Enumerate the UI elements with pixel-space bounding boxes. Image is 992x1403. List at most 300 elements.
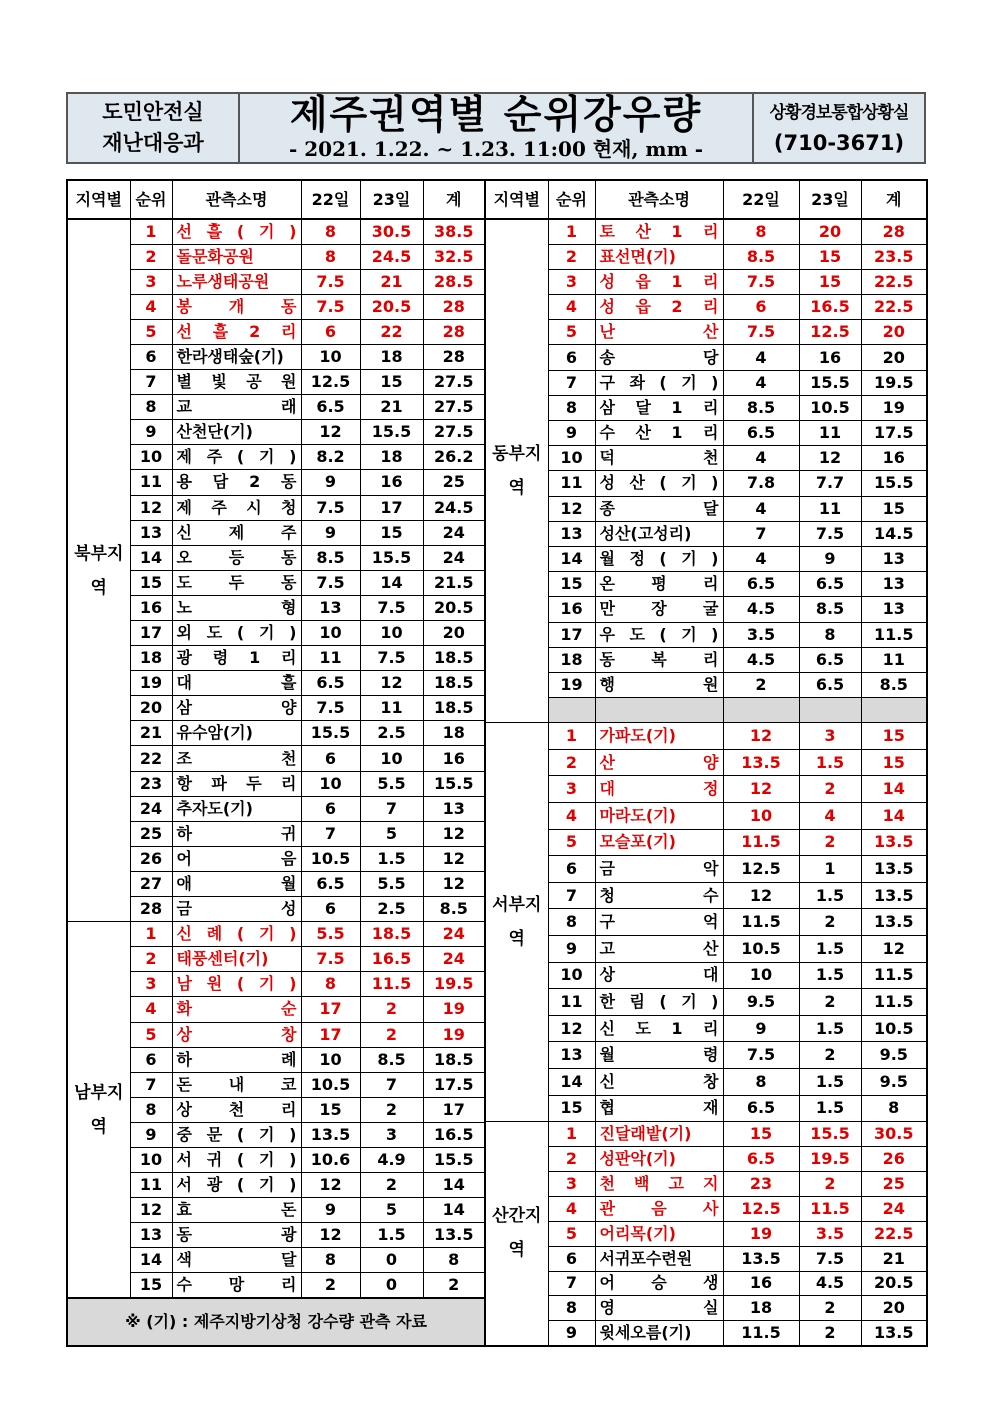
table-row (485, 1171, 927, 1196)
rank-cell: 8 (130, 395, 172, 420)
total-cell: 16 (423, 746, 485, 771)
station-cell: 성판악(기) (595, 1147, 723, 1172)
rank-cell: 4 (130, 294, 172, 319)
day2-cell: 1.5 (360, 846, 423, 871)
total-cell: 38.5 (423, 219, 485, 244)
day1-cell: 8 (301, 219, 360, 244)
day1-cell: 6 (301, 796, 360, 821)
rank-cell: 17 (130, 621, 172, 646)
station-cell: 유수암(기) (172, 721, 301, 746)
total-cell: 14 (861, 776, 927, 803)
day2-cell: 15 (360, 370, 423, 395)
day1-cell: 7.8 (723, 471, 799, 496)
day2-cell: 5.5 (360, 771, 423, 796)
rank-cell: 12 (130, 495, 172, 520)
station-cell: 신 도 1 리 (595, 1015, 723, 1042)
station-cell: 윗세오름(기) (595, 1321, 723, 1346)
day2-cell: 2 (799, 989, 861, 1016)
total-cell: 25 (861, 1171, 927, 1196)
total-cell: 15 (861, 496, 927, 521)
table-row (485, 496, 927, 521)
table-row (67, 796, 485, 821)
day2-cell: 3.5 (799, 1221, 861, 1246)
station-cell: 삼 양 (172, 696, 301, 721)
table-row (485, 471, 927, 496)
day2-cell: 2 (360, 1097, 423, 1122)
day1-cell: 8 (301, 1248, 360, 1273)
station-cell: 신 창 (595, 1068, 723, 1095)
rank-cell: 10 (548, 446, 595, 471)
col-station: 관측소명 (172, 180, 301, 219)
table-row (485, 1042, 927, 1069)
table-row (485, 723, 927, 750)
station-cell: 서 광 ( 기 ) (172, 1173, 301, 1198)
table-row (67, 922, 485, 947)
table-row (485, 856, 927, 883)
day2-cell: 1 (799, 856, 861, 883)
day1-cell: 12.5 (301, 370, 360, 395)
total-cell: 27.5 (423, 420, 485, 445)
rainfall-table-left (66, 179, 486, 1347)
rank-cell: 24 (130, 796, 172, 821)
day2-cell: 7 (360, 796, 423, 821)
day1-cell: 13 (301, 595, 360, 620)
day1-cell: 7.5 (301, 294, 360, 319)
table-row (485, 803, 927, 830)
station-cell: 온 평 리 (595, 572, 723, 597)
day1-cell: 11.5 (723, 829, 799, 856)
rank-cell: 4 (130, 997, 172, 1022)
day2-cell: 3 (360, 1122, 423, 1147)
station-cell: 동 광 (172, 1223, 301, 1248)
day2-cell: 2 (799, 829, 861, 856)
table-row (485, 572, 927, 597)
day1-cell: 12 (301, 1173, 360, 1198)
table-row (485, 421, 927, 446)
table-row (485, 320, 927, 345)
day1-cell: 11 (301, 646, 360, 671)
day2-cell: 1.5 (799, 1095, 861, 1122)
total-cell: 20 (861, 320, 927, 345)
title-box (240, 94, 754, 162)
rank-cell: 13 (130, 520, 172, 545)
day1-cell: 7.5 (723, 320, 799, 345)
day2-cell: 15 (360, 520, 423, 545)
report-header (66, 92, 926, 164)
table-row (67, 545, 485, 570)
table-row (67, 746, 485, 771)
table-row (485, 295, 927, 320)
table-row (485, 672, 927, 697)
col-total: 계 (423, 180, 485, 219)
day2-cell: 2 (799, 1296, 861, 1321)
table-row (67, 1047, 485, 1072)
rank-cell: 16 (130, 595, 172, 620)
table-row (67, 395, 485, 420)
table-row (485, 882, 927, 909)
col-rank: 순위 (548, 180, 595, 219)
total-cell: 17.5 (861, 421, 927, 446)
total-cell: 24 (861, 1196, 927, 1221)
total-cell: 18.5 (423, 671, 485, 696)
table-row (67, 1122, 485, 1147)
day1-cell: 6.5 (723, 421, 799, 446)
day2-cell: 21 (360, 269, 423, 294)
rank-cell: 15 (548, 572, 595, 597)
region-east: 동부지역 (485, 219, 548, 723)
day2-cell: 17 (360, 495, 423, 520)
station-cell: 천 백 고 지 (595, 1171, 723, 1196)
rank-cell: 7 (548, 370, 595, 395)
rank-cell: 4 (548, 295, 595, 320)
rank-cell: 11 (130, 470, 172, 495)
total-cell: 25 (423, 470, 485, 495)
day2-cell: 7.5 (360, 595, 423, 620)
station-cell: 애 월 (172, 871, 301, 896)
table-row (485, 776, 927, 803)
day1-cell: 8 (723, 219, 799, 244)
region-south: 남부지역 (67, 922, 130, 1298)
day1-cell: 8.5 (723, 244, 799, 269)
rank-cell: 12 (548, 1015, 595, 1042)
rank-cell: 13 (130, 1223, 172, 1248)
day1-cell: 12.5 (723, 1196, 799, 1221)
day1-cell: 8 (301, 244, 360, 269)
rank-cell: 4 (548, 1196, 595, 1221)
day2-cell: 4.9 (360, 1147, 423, 1172)
day2-cell: 2 (360, 1022, 423, 1047)
station-cell: 난 산 (595, 320, 723, 345)
day1-cell: 12 (301, 420, 360, 445)
total-cell: 15.5 (423, 771, 485, 796)
station-cell: 종 달 (595, 496, 723, 521)
total-cell: 24 (423, 922, 485, 947)
rank-cell: 9 (548, 1321, 595, 1346)
table-row (485, 546, 927, 571)
day1-cell: 16 (723, 1271, 799, 1296)
day1-cell: 9 (301, 470, 360, 495)
day1-cell: 10.5 (301, 1072, 360, 1097)
station-cell: 행 원 (595, 672, 723, 697)
day2-cell: 8 (799, 622, 861, 647)
total-cell: 20 (861, 345, 927, 370)
total-cell: 14 (861, 803, 927, 830)
day2-cell: 22 (360, 319, 423, 344)
day2-cell: 11.5 (799, 1196, 861, 1221)
day2-cell: 1.5 (360, 1223, 423, 1248)
table-header-row (67, 180, 485, 219)
total-cell: 13 (861, 546, 927, 571)
day1-cell: 6 (723, 295, 799, 320)
station-cell: 남 원 ( 기 ) (172, 972, 301, 997)
day1-cell: 15 (723, 1122, 799, 1147)
total-cell: 14 (423, 1173, 485, 1198)
table-row (485, 622, 927, 647)
col-day1: 22일 (301, 180, 360, 219)
day2-cell: 16.5 (799, 295, 861, 320)
table-body-left (67, 219, 485, 1346)
total-cell: 18.5 (423, 696, 485, 721)
rank-cell: 1 (130, 922, 172, 947)
station-cell: 청 수 (595, 882, 723, 909)
day2-cell: 1.5 (799, 1015, 861, 1042)
day1-cell: 6 (301, 746, 360, 771)
rank-cell: 1 (130, 219, 172, 244)
table-row (67, 897, 485, 922)
table-row (485, 1246, 927, 1271)
rank-cell: 20 (130, 696, 172, 721)
rank-cell: 5 (130, 319, 172, 344)
table-row (67, 495, 485, 520)
day2-cell: 7.7 (799, 471, 861, 496)
station-cell: 금 악 (595, 856, 723, 883)
station-cell: 모슬포(기) (595, 829, 723, 856)
region-west: 서부지역 (485, 723, 548, 1122)
total-cell: 18.5 (423, 1047, 485, 1072)
col-region: 지역별 (485, 180, 548, 219)
day1-cell: 5.5 (301, 922, 360, 947)
day2-cell: 10 (360, 746, 423, 771)
total-cell: 15 (861, 749, 927, 776)
day1-cell: 7 (301, 821, 360, 846)
day1-cell: 10.5 (723, 936, 799, 963)
day1-cell: 7.5 (301, 696, 360, 721)
rank-cell: 28 (130, 897, 172, 922)
rank-cell: 21 (130, 721, 172, 746)
rank-cell: 3 (130, 972, 172, 997)
station-cell: 화 순 (172, 997, 301, 1022)
office-name: 상황경보통합상황실 (769, 103, 909, 123)
day2-cell: 5 (360, 821, 423, 846)
day2-cell: 21 (360, 395, 423, 420)
day1-cell: 8.5 (301, 545, 360, 570)
day1-cell: 12 (723, 776, 799, 803)
station-cell: 영 실 (595, 1296, 723, 1321)
rank-cell: 8 (548, 1296, 595, 1321)
day2-cell: 11 (799, 421, 861, 446)
station-cell: 중 문 ( 기 ) (172, 1122, 301, 1147)
total-cell: 21 (861, 1246, 927, 1271)
day1-cell: 10 (723, 803, 799, 830)
day1-cell: 12 (301, 1223, 360, 1248)
rank-cell: 15 (130, 1273, 172, 1298)
day1-cell: 7.5 (301, 570, 360, 595)
station-cell: 별 빛 공 원 (172, 370, 301, 395)
day2-cell: 15 (799, 244, 861, 269)
day1-cell: 9 (301, 1198, 360, 1223)
table-row (67, 269, 485, 294)
col-station: 관측소명 (595, 180, 723, 219)
rank-cell: 9 (130, 420, 172, 445)
total-cell: 13.5 (861, 1321, 927, 1346)
day2-cell: 2 (799, 776, 861, 803)
rank-cell: 17 (548, 622, 595, 647)
total-cell: 21.5 (423, 570, 485, 595)
day1-cell: 7.5 (301, 269, 360, 294)
table-row (67, 219, 485, 244)
day1-cell: 6.5 (301, 671, 360, 696)
day2-cell: 12 (360, 671, 423, 696)
day2-cell: 14 (360, 570, 423, 595)
day1-cell: 4 (723, 345, 799, 370)
rank-cell: 11 (548, 989, 595, 1016)
day1-cell: 3.5 (723, 622, 799, 647)
day2-cell: 24.5 (360, 244, 423, 269)
day1-cell: 2 (301, 1273, 360, 1298)
table-row (67, 420, 485, 445)
rank-cell: 26 (130, 846, 172, 871)
col-day2: 23일 (360, 180, 423, 219)
station-cell: 진달래밭(기) (595, 1122, 723, 1147)
total-cell: 20 (423, 621, 485, 646)
day1-cell: 13.5 (301, 1122, 360, 1147)
table-row (67, 721, 485, 746)
table-row (67, 1273, 485, 1298)
total-cell: 10.5 (861, 1015, 927, 1042)
day2-cell: 2 (360, 997, 423, 1022)
table-row (67, 671, 485, 696)
station-cell: 송 당 (595, 345, 723, 370)
day1-cell: 2 (723, 672, 799, 697)
day2-cell: 19.5 (799, 1147, 861, 1172)
rank-cell: 18 (130, 646, 172, 671)
day1-cell: 6 (301, 319, 360, 344)
station-cell: 돈 내 코 (172, 1072, 301, 1097)
total-cell: 9.5 (861, 1042, 927, 1069)
station-cell: 하 귀 (172, 821, 301, 846)
table-row (67, 1248, 485, 1273)
total-cell: 18 (423, 721, 485, 746)
rank-cell: 8 (548, 909, 595, 936)
station-cell: 어 승 생 (595, 1271, 723, 1296)
rank-cell: 8 (548, 395, 595, 420)
total-cell: 27.5 (423, 370, 485, 395)
day2-cell: 30.5 (360, 219, 423, 244)
table-row (485, 345, 927, 370)
day2-cell: 1.5 (799, 749, 861, 776)
rank-cell: 7 (130, 1072, 172, 1097)
day2-cell: 6.5 (799, 572, 861, 597)
total-cell: 22.5 (861, 1221, 927, 1246)
day2-cell: 12 (799, 446, 861, 471)
day1-cell: 12 (723, 723, 799, 750)
table-row (485, 1196, 927, 1221)
station-cell: 한 림 ( 기 ) (595, 989, 723, 1016)
day1-cell: 6.5 (301, 395, 360, 420)
table-row (67, 1147, 485, 1172)
rank-cell: 6 (548, 345, 595, 370)
total-cell: 24 (423, 520, 485, 545)
station-cell: 덕 천 (595, 446, 723, 471)
rank-cell: 3 (548, 1171, 595, 1196)
table-row (67, 621, 485, 646)
col-region: 지역별 (67, 180, 130, 219)
total-cell: 22.5 (861, 269, 927, 294)
table-header-row (485, 180, 927, 219)
table-row (485, 1122, 927, 1147)
total-cell: 11 (861, 647, 927, 672)
table-row (485, 1321, 927, 1346)
day2-cell: 1.5 (799, 962, 861, 989)
table-row (485, 936, 927, 963)
station-cell: 성 산 ( 기 ) (595, 471, 723, 496)
station-cell: 상 천 리 (172, 1097, 301, 1122)
blank-cell (723, 698, 799, 723)
table-row (67, 1198, 485, 1223)
day2-cell: 16 (799, 345, 861, 370)
table-row (67, 846, 485, 871)
rank-cell: 9 (130, 1122, 172, 1147)
report-period: - 2021. 1.22. ~ 1.23. 11:00 현재, mm - (288, 137, 703, 161)
station-cell: 동 복 리 (595, 647, 723, 672)
station-cell: 외 도 ( 기 ) (172, 621, 301, 646)
table-row (67, 520, 485, 545)
rank-cell: 5 (130, 1022, 172, 1047)
rank-cell: 2 (548, 1147, 595, 1172)
table-row (485, 962, 927, 989)
total-cell: 16 (861, 446, 927, 471)
station-cell: 조 천 (172, 746, 301, 771)
total-cell: 17.5 (423, 1072, 485, 1097)
station-cell: 도 두 동 (172, 570, 301, 595)
table-row (67, 445, 485, 470)
day2-cell: 18 (360, 445, 423, 470)
table-row (485, 1147, 927, 1172)
station-cell: 신 제 주 (172, 520, 301, 545)
rank-cell: 12 (130, 1198, 172, 1223)
station-cell: 태풍센터(기) (172, 947, 301, 972)
table-row (485, 446, 927, 471)
day2-cell: 18.5 (360, 922, 423, 947)
day1-cell: 10 (301, 771, 360, 796)
region-north: 북부지역 (67, 219, 130, 922)
rank-cell: 10 (130, 1147, 172, 1172)
day2-cell: 15.5 (799, 1122, 861, 1147)
day2-cell: 4 (799, 803, 861, 830)
station-cell: 교 래 (172, 395, 301, 420)
station-cell: 수 산 1 리 (595, 421, 723, 446)
day2-cell: 11 (799, 496, 861, 521)
total-cell: 13 (423, 796, 485, 821)
day2-cell: 10 (360, 621, 423, 646)
table-row (485, 1271, 927, 1296)
station-cell: 상 창 (172, 1022, 301, 1047)
total-cell: 15 (861, 723, 927, 750)
total-cell: 28.5 (423, 269, 485, 294)
rank-cell: 18 (548, 647, 595, 672)
table-row (485, 1095, 927, 1122)
rank-cell: 6 (548, 1246, 595, 1271)
table-row (67, 646, 485, 671)
total-cell: 18.5 (423, 646, 485, 671)
day2-cell: 2 (799, 1321, 861, 1346)
col-day1: 22일 (723, 180, 799, 219)
table-row (485, 370, 927, 395)
day2-cell: 7.5 (360, 646, 423, 671)
station-cell: 가파도(기) (595, 723, 723, 750)
total-cell: 13.5 (423, 1223, 485, 1248)
day2-cell: 12.5 (799, 320, 861, 345)
table-row (485, 989, 927, 1016)
table-row (485, 521, 927, 546)
day1-cell: 8 (723, 1068, 799, 1095)
day2-cell: 15 (799, 269, 861, 294)
day1-cell: 9 (301, 520, 360, 545)
total-cell: 20 (861, 1296, 927, 1321)
total-cell: 26.2 (423, 445, 485, 470)
station-cell: 산 양 (595, 749, 723, 776)
day1-cell: 17 (301, 997, 360, 1022)
